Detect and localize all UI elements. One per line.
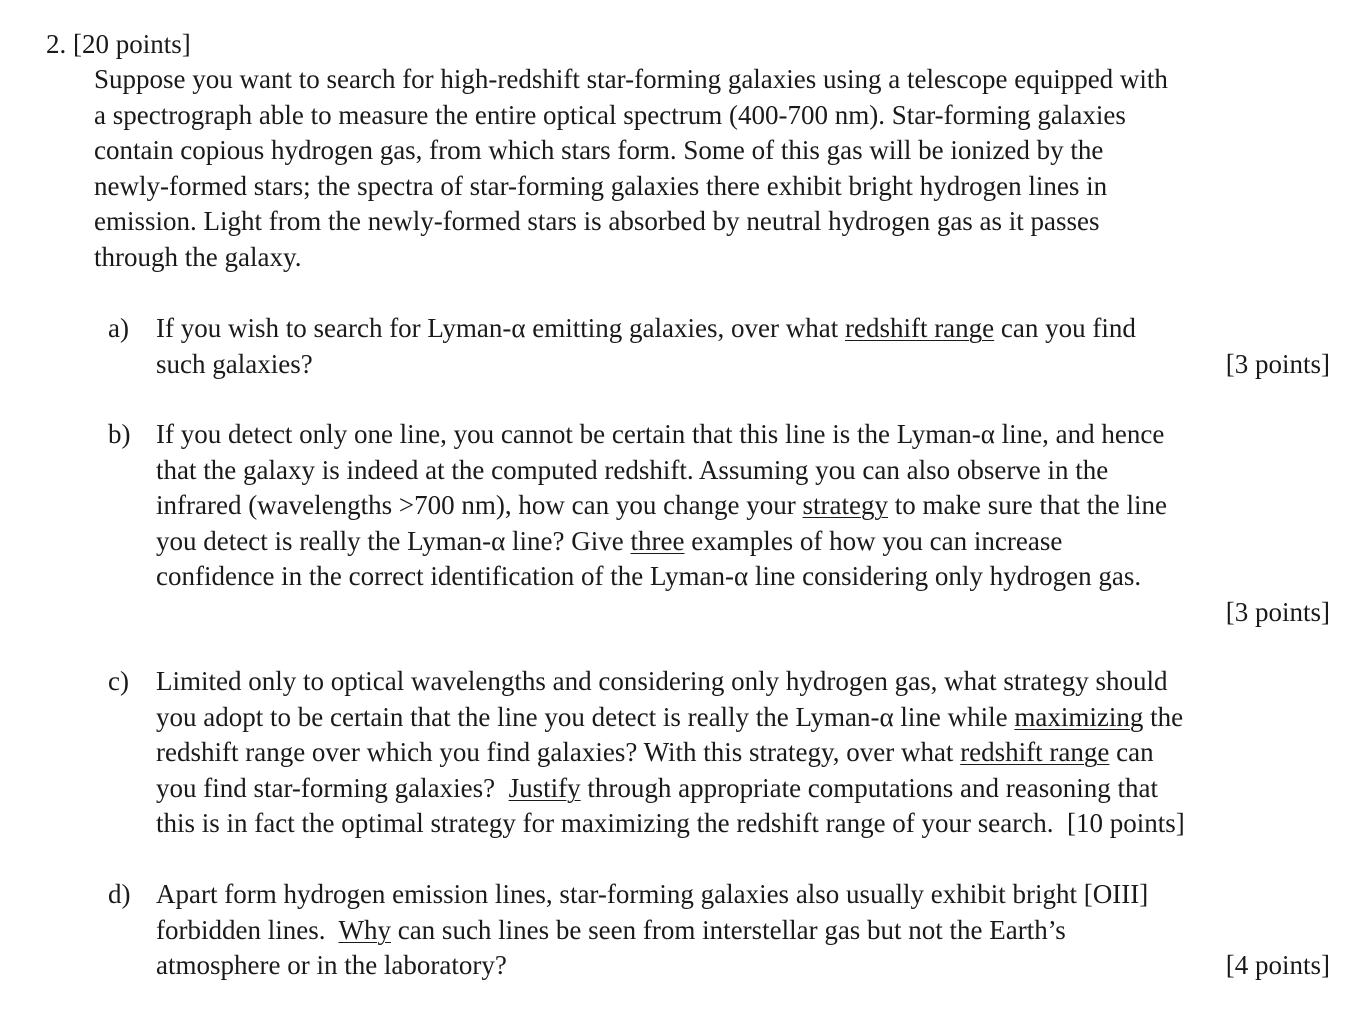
part-c-line-2: [156, 700, 1330, 736]
intro-line: through the galaxy.: [94, 241, 302, 272]
intro-line: contain copious hydrogen gas, from which stars form. Some of this gas will be ionized by the: [94, 135, 1104, 165]
text-span: you adopt to be certain that the line you detect is really the Lyman-α line while: [156, 701, 1015, 732]
part-b-line-5: confidence in the correct identification of the Lyman-α line considering only hydrogen gas.: [156, 561, 1142, 591]
part-a-points: [3 points]: [1225, 348, 1330, 379]
part-a-letter: a): [108, 313, 129, 343]
underlined-term: maximizing: [1014, 701, 1144, 732]
text-span: can you find: [994, 313, 1136, 343]
text-span: you find star-forming galaxies?: [156, 772, 509, 803]
text-span: forbidden lines.: [156, 914, 339, 945]
underlined-term: three: [630, 525, 685, 556]
text-span: can: [1109, 737, 1154, 767]
part-c-line-4: [156, 771, 1330, 807]
text-span: through appropriate computations and reasoning that: [580, 772, 1158, 803]
question-heading: 2. [20 points]: [46, 29, 191, 59]
part-c-line-5: this is in fact the optimal strategy for maximizing the redshift range of your search. [10 points]: [156, 808, 1185, 838]
underlined-term: redshift range: [844, 313, 995, 343]
part-d-line-3: [156, 948, 1330, 984]
text-span: the: [1143, 701, 1184, 732]
intro-line: Suppose you want to search for high-redshift star-forming galaxies using a telescope equipped with: [94, 64, 1168, 94]
text-span: to make sure that the line: [888, 490, 1167, 520]
text-span: If you wish to search for Lyman-α emitting galaxies, over what: [156, 313, 845, 343]
underlined-term: strategy: [802, 490, 889, 520]
intro-line: a spectrograph able to measure the entire optical spectrum (400-700 nm). Star-forming galaxies: [94, 99, 1126, 130]
text-span: atmosphere or in the laboratory?: [156, 950, 507, 980]
part-a-line-1: [156, 311, 1330, 347]
part-c-text: [156, 664, 1330, 842]
underlined-term: Justify: [508, 772, 581, 803]
intro-line: newly-formed stars; the spectra of star-forming galaxies there exhibit bright hydrogen lines in: [94, 170, 1108, 201]
part-d-line-2: [156, 913, 1330, 949]
part-b-text: [156, 417, 1330, 630]
part-d-letter: d): [108, 879, 131, 909]
text-span: such galaxies?: [156, 348, 313, 379]
part-d-line-1: Apart form hydrogen emission lines, star-forming galaxies also usually exhibit bright [OIII]: [156, 879, 1149, 909]
underlined-term: redshift range: [960, 737, 1110, 767]
part-a-text: [156, 311, 1330, 382]
part-b-points: [3 points]: [1225, 596, 1330, 627]
question-intro: [94, 62, 1334, 275]
text-span: redshift range over which you find galaxies? With this strategy, over what: [156, 737, 961, 767]
part-c-line-1: Limited only to optical wavelengths and considering only hydrogen gas, what strategy should: [156, 666, 1168, 696]
part-b-line-4: [156, 524, 1330, 560]
text-span: you detect is really the Lyman-α line? Give: [156, 525, 631, 556]
part-a-line-2: [156, 347, 1330, 383]
text-span: examples of how you can increase: [684, 525, 1063, 556]
underlined-term: Why: [338, 914, 391, 945]
part-b-line-2: that the galaxy is indeed at the computed redshift. Assuming you can also observe in the: [156, 454, 1109, 485]
part-d-text: [156, 877, 1330, 984]
part-d-points: [4 points]: [1225, 950, 1330, 980]
part-c-letter: c): [108, 666, 129, 696]
text-span: infrared (wavelengths >700 nm), how can you change your: [156, 490, 803, 520]
part-c-line-3: [156, 735, 1330, 771]
text-span: can such lines be seen from interstellar gas but not the Earth’s: [390, 914, 1066, 945]
part-b-line-1: If you detect only one line, you cannot be certain that this line is the Lyman-α line, and hence: [156, 419, 1165, 449]
part-b-letter: b): [108, 419, 131, 449]
intro-line: emission. Light from the newly-formed stars is absorbed by neutral hydrogen gas as it passes: [94, 206, 1100, 236]
part-b-line-6: [156, 595, 1330, 631]
part-b-line-3: [156, 488, 1330, 524]
